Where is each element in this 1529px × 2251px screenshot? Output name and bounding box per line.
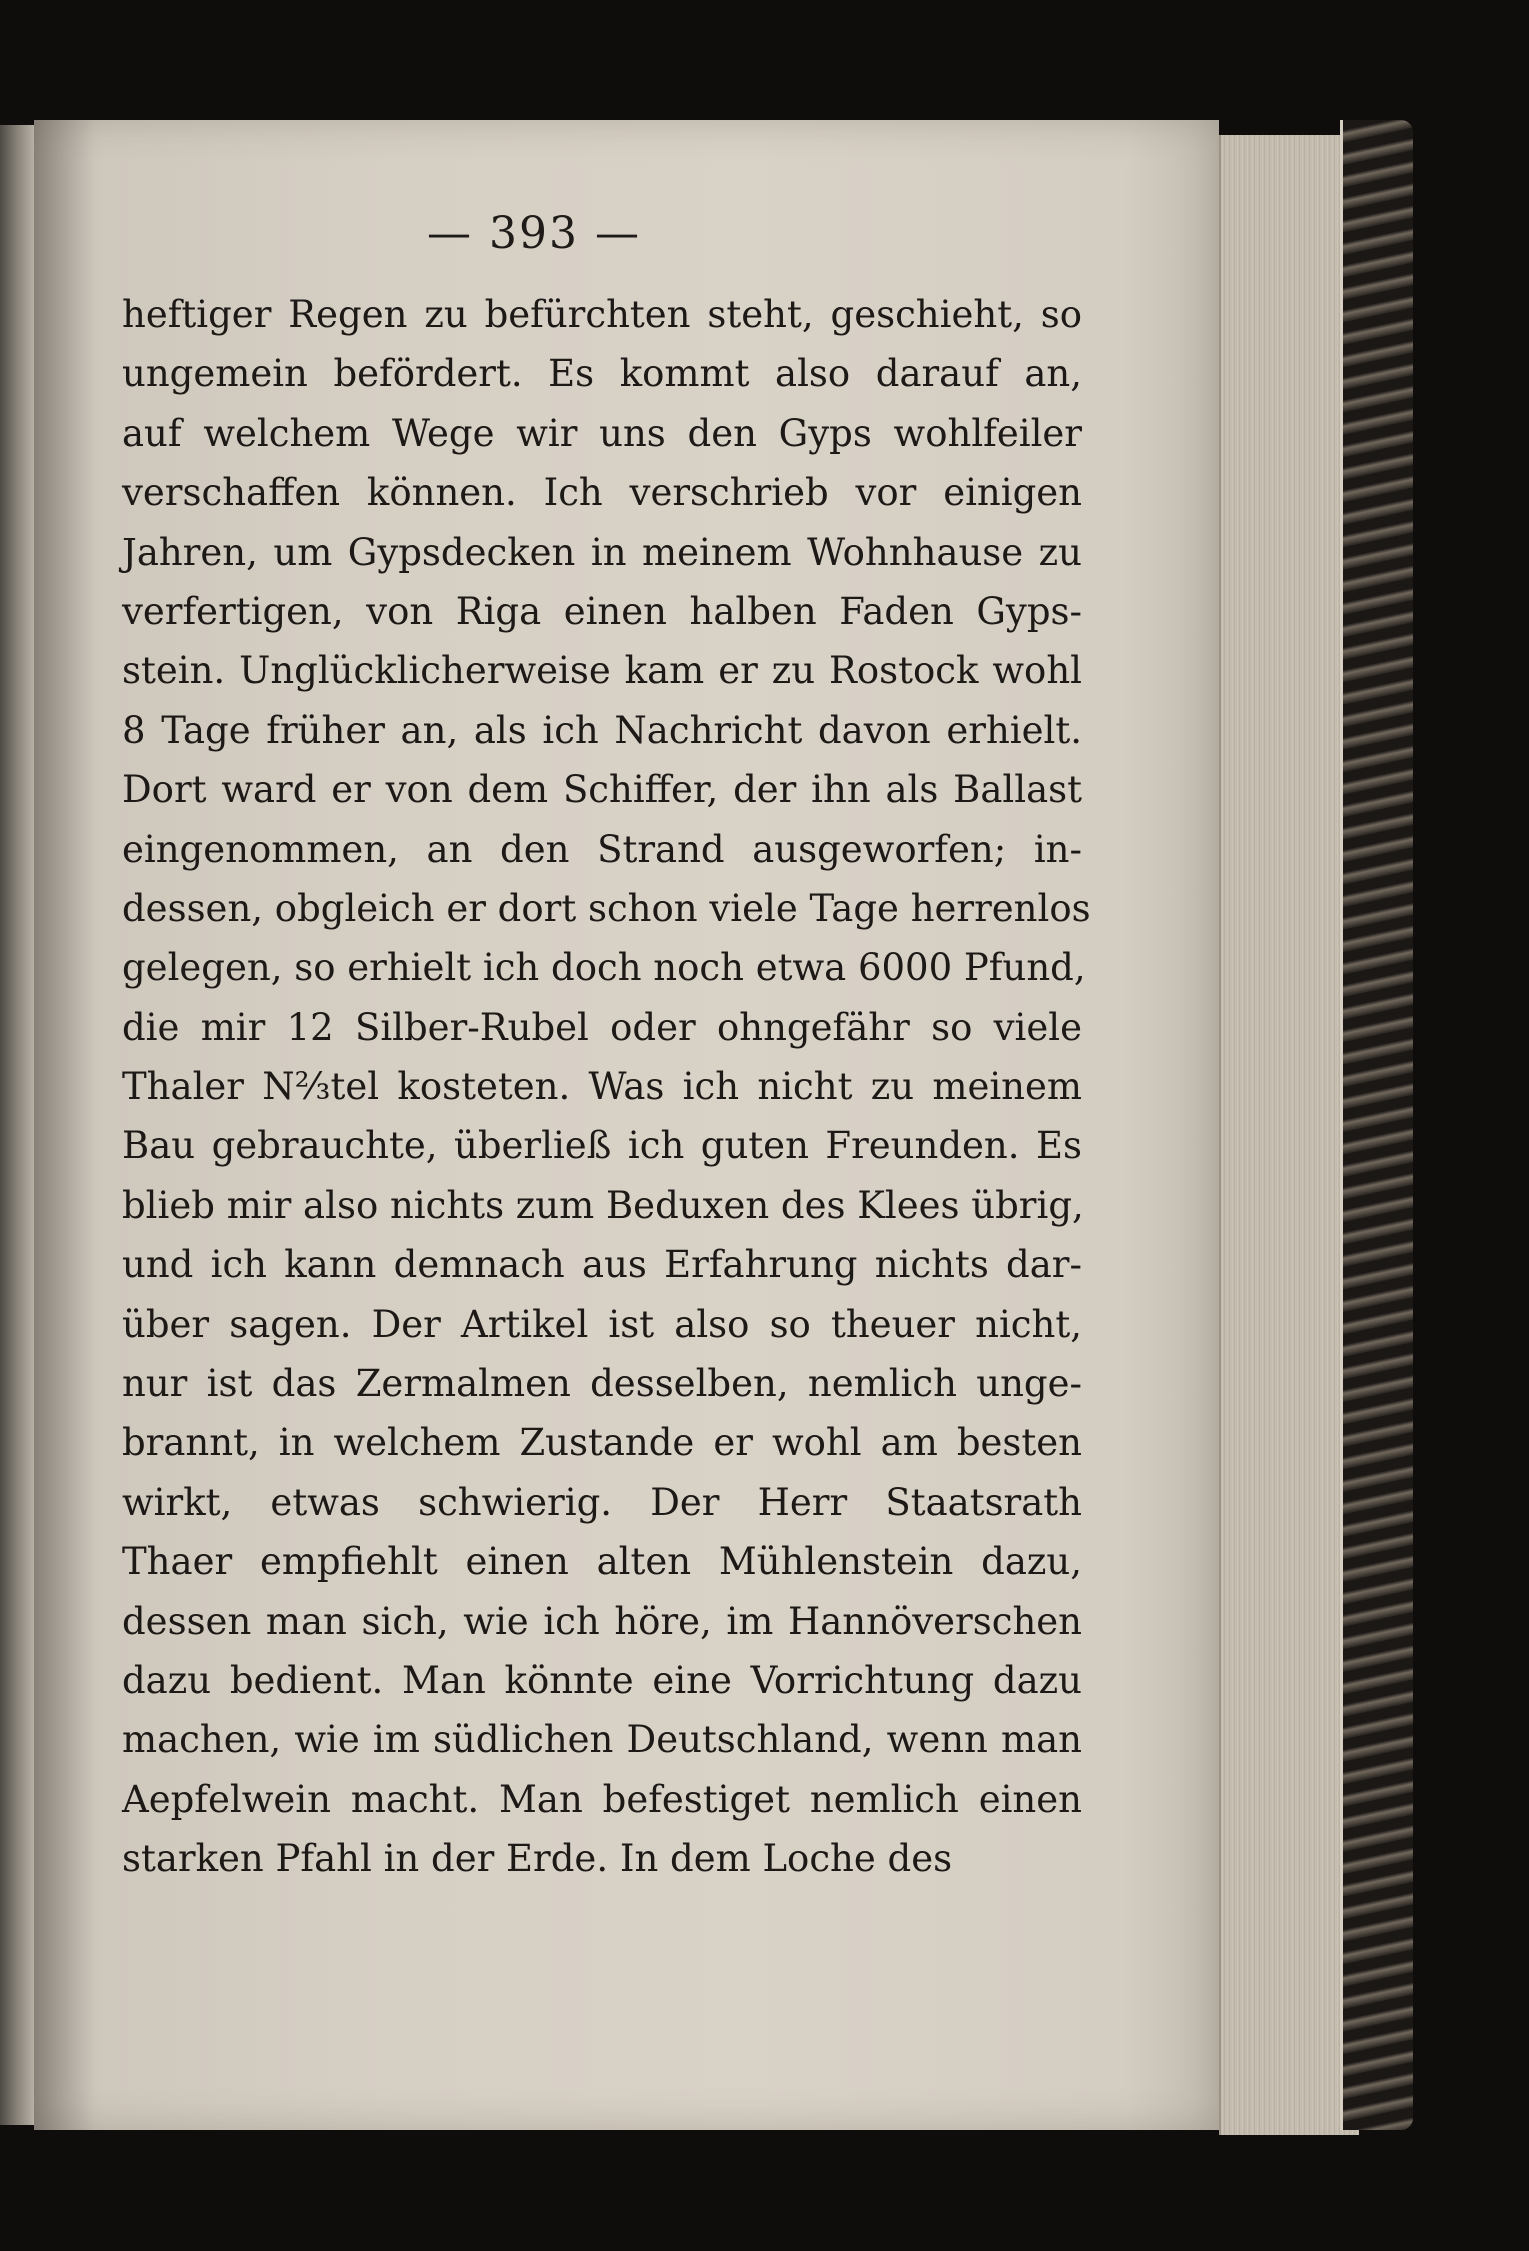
text-line: Dort ward er von dem Schiffer, der ihn als Ballast — [122, 768, 1082, 812]
page-block-edge — [1219, 135, 1359, 2135]
text-line: starken Pfahl in der Erde. In dem Loche des — [122, 1837, 953, 1881]
text-line: auf welchem Wege wir uns den Gyps wohlfeiler — [122, 411, 1082, 455]
text-line: Thaer empfiehlt einen alten Mühlenstein dazu, — [122, 1540, 1082, 1584]
page-number: — 393 — — [427, 208, 641, 259]
book-page — [34, 120, 1219, 2130]
text-line: dessen, obgleich er dort schon viele Tage herrenlos — [122, 886, 1091, 930]
text-line: dessen man sich, wie ich höre, im Hannöverschen — [122, 1599, 1082, 1643]
text-line: machen, wie im südlichen Deutschland, wenn man — [122, 1718, 1082, 1762]
text-line: über sagen. Der Artikel ist also so theuer nicht, — [122, 1302, 1082, 1346]
previous-page-edge — [0, 125, 36, 2125]
gutter-shadow — [34, 120, 94, 2130]
text-line: 8 Tage früher an, als ich Nachricht davon erhielt. — [122, 708, 1082, 752]
text-line: verschaffen können. Ich verschrieb vor einigen — [122, 471, 1082, 515]
text-line: dazu bedient. Man könnte eine Vorrichtung dazu — [122, 1658, 1082, 1702]
text-line: stein. Unglücklicherweise kam er zu Rostock wohl — [122, 649, 1082, 693]
text-line: heftiger Regen zu befürchten steht, geschieht, so — [122, 293, 1082, 336]
text-line: die mir 12 Silber-Rubel oder ohngefähr so viele — [122, 1005, 1082, 1049]
text-line: verfertigen, von Riga einen halben Faden Gyps- — [122, 589, 1082, 633]
text-line: eingenommen, an den Strand ausgeworfen; in- — [122, 827, 1082, 871]
text-line: Bau gebrauchte, überließ ich guten Freunden. Es — [122, 1124, 1082, 1168]
text-line: gelegen, so erhielt ich doch noch etwa 6000 Pfund, — [122, 946, 1086, 990]
text-line: ungemein befördert. Es kommt also darauf an, — [122, 352, 1082, 396]
marbled-book-edge — [1340, 120, 1413, 2130]
text-line: und ich kann demnach aus Erfahrung nichts dar- — [122, 1243, 1082, 1287]
text-line: Thaler N⅔tel kosteten. Was ich nicht zu meinem — [122, 1065, 1082, 1109]
text-line: brannt, in welchem Zustande er wohl am besten — [122, 1421, 1082, 1465]
text-line: wirkt, etwas schwierig. Der Herr Staatsrath — [122, 1480, 1082, 1524]
text-line: Jahren, um Gypsdecken in meinem Wohnhause zu — [122, 530, 1082, 574]
body-text — [122, 285, 1091, 1889]
text-line: blieb mir also nichts zum Beduxen des Klees übrig, — [122, 1183, 1084, 1227]
text-line: Aepfelwein macht. Man befestiget nemlich einen — [122, 1777, 1082, 1821]
text-line: nur ist das Zermalmen desselben, nemlich unge- — [122, 1362, 1082, 1406]
page-header — [34, 208, 1034, 259]
